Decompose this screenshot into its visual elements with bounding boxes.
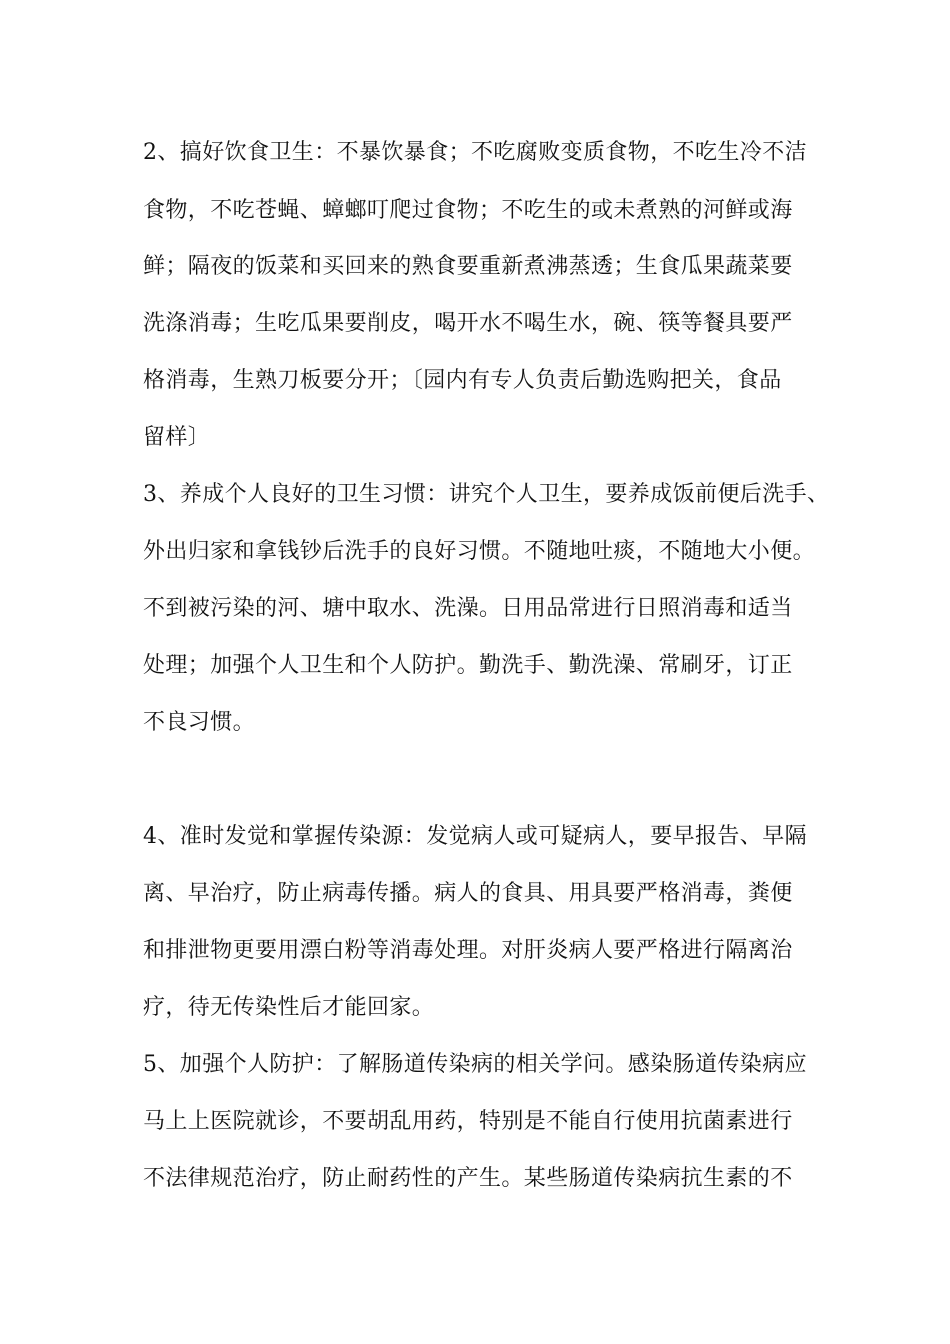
text-line: 不良习惯。 [143, 710, 256, 735]
text-line: 不法律规范治疗，防止耐药性的产生。某些肠道传染病抗生素的不 [143, 1166, 793, 1191]
text-line: 留样〕 [143, 425, 211, 450]
text-line: 鲜；隔夜的饭菜和买回来的熟食要重新煮沸蒸透；生食瓜果蔬菜要 [143, 254, 793, 279]
text-line: 5、加强个人防护：了解肠道传染病的相关学问。感染肠道传染病应 [143, 1052, 807, 1077]
text-line: 食物，不吃苍蝇、蟑螂叮爬过食物；不吃生的或未煮熟的河鲜或海 [143, 198, 793, 223]
text-line: 离、早治疗，防止病毒传播。病人的食具、用具要严格消毒，粪便 [143, 881, 793, 906]
text-line: 不到被污染的河、塘中取水、洗澡。日用品常进行日照消毒和适当 [143, 596, 793, 621]
text-line: 2、搞好饮食卫生：不暴饮暴食；不吃腐败变质食物，不吃生冷不洁 [143, 140, 807, 165]
text-line: 洗涤消毒；生吃瓜果要削皮，喝开水不喝生水，碗、筷等餐具要严 [143, 311, 793, 336]
text-line: 3、养成个人良好的卫生习惯：讲究个人卫生，要养成饭前便后洗手、 [143, 482, 830, 507]
text-line: 马上上医院就诊，不要胡乱用药，特别是不能自行使用抗菌素进行 [143, 1109, 793, 1134]
text-line: 外出归家和拿钱钞后洗手的良好习惯。不随地吐痰，不随地大小便。 [143, 539, 816, 564]
text-line: 处理；加强个人卫生和个人防护。勤洗手、勤洗澡、常刷牙，订正 [143, 653, 793, 678]
text-line: 格消毒，生熟刀板要分开；〔园内有专人负责后勤选购把关，食品 [143, 368, 782, 393]
text-line: 4、准时发觉和掌握传染源：发觉病人或可疑病人，要早报告、早隔 [143, 824, 807, 849]
text-line: 和排泄物更要用漂白粉等消毒处理。对肝炎病人要严格进行隔离治 [143, 938, 793, 963]
text-line: 疗，待无传染性后才能回家。 [143, 995, 435, 1020]
